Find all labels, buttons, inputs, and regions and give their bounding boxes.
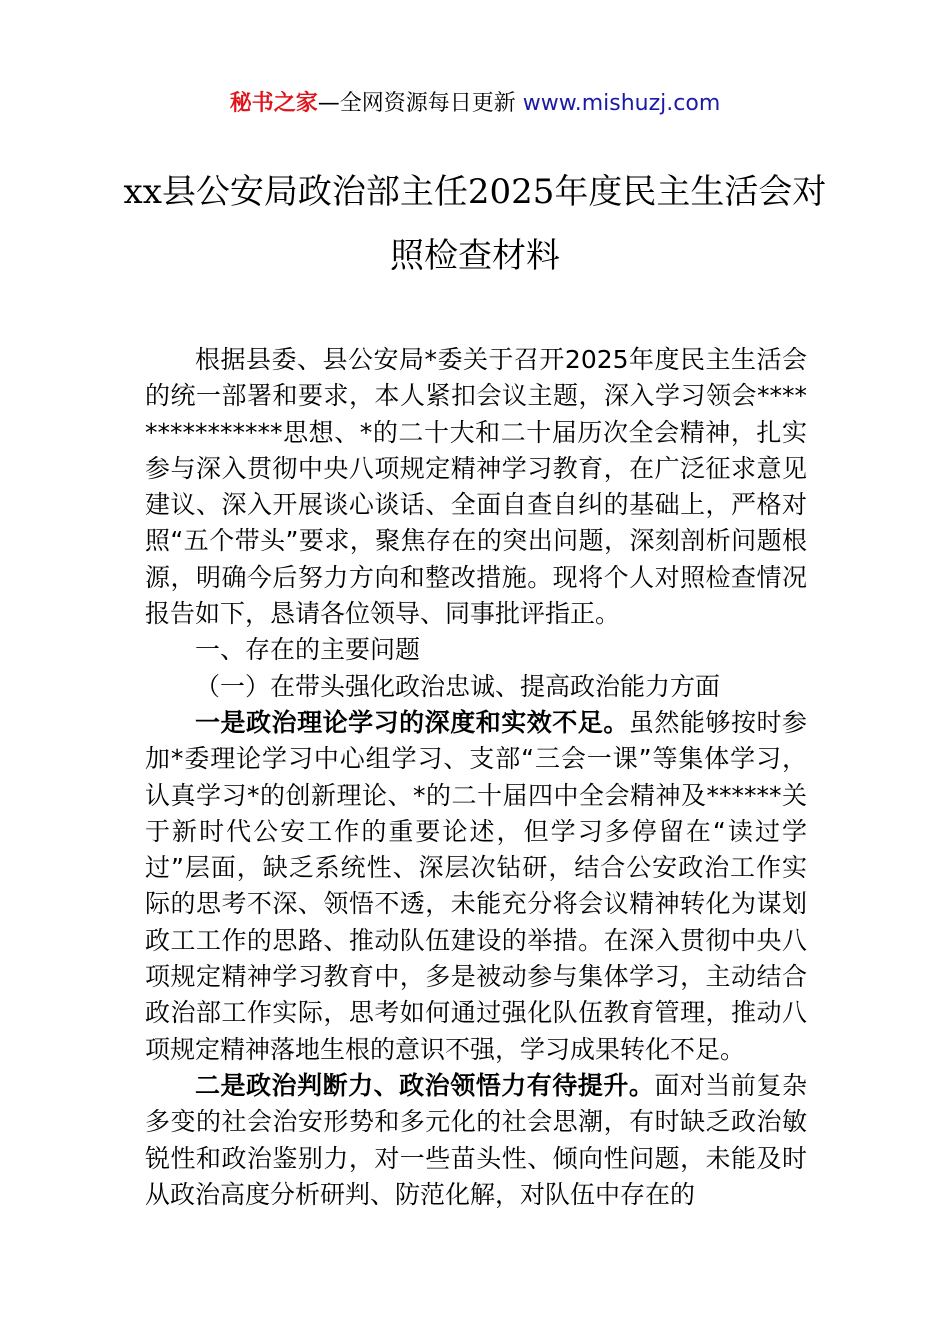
site-watermark-header	[0, 88, 950, 120]
subsection-heading: （一）在带头强化政治忠诚、提高政治能力方面	[195, 671, 721, 701]
intro-paragraph: 根据县委、县公安局*委关于召开2025年度民主生活会的统一部署和要求，本人紧扣会议主题，深入学习领会***************思想、*的二十大和二十届历次全会精神，扎实参与深入贯彻中央八项规定精神学习教育，在广泛征求意见建议、深入开展谈心谈话、全面自查自纠的基础上，严格对照“五个带头”要求，聚焦存在的突出问题，深刻剖析问题根源，明确今后努力方向和整改措施。现将个人对照检查情况报告如下，恳请各位领导、同事批评指正。	[145, 345, 807, 629]
section-heading: 一、存在的主要问题	[195, 635, 421, 665]
watermark-brand: 秘书之家	[229, 91, 318, 116]
point-2-lead: 二是政治判断力、政治领悟力有待提升。	[195, 1070, 655, 1100]
watermark-tagline: —全网资源每日更新	[317, 91, 523, 116]
point-2-body: 面对当前复杂多变的社会治安形势和多元化的社会思潮，有时缺乏政治敏锐性和政治鉴别力，对一些苗头性、倾向性问题，未能及时从政治高度分析研判、防范化解，对队伍中存在的	[145, 1070, 807, 1209]
document-title: xx县公安局政治部主任2025年度民主生活会对照检查材料	[123, 172, 827, 276]
watermark-url: www.mishuzj.com	[522, 91, 721, 116]
document-body	[145, 342, 807, 1213]
point-1-lead: 一是政治理论学习的深度和实效不足。	[195, 707, 629, 737]
point-paragraph-2	[145, 1068, 807, 1213]
point-paragraph-1	[145, 705, 807, 1068]
point-1-body: 虽然能够按时参加*委理论学习中心组学习、支部“三会一课”等集体学习，认真学习*的创新理论、*的二十届四中全会精神及******关于新时代公安工作的重要论述，但学习多停留在“读过学过”层面，缺乏系统性、深层次钻研，结合公安政治工作实际的思考不深、领悟不透，未能充分将会议精神转化为谋划政工工作的思路、推动队伍建设的举措。在深入贯彻中央八项规定精神学习教育中，多是被动参与集体学习，主动结合政治部工作实际，思考如何通过强化队伍教育管理，推动八项规定精神落地生根的意识不强，学习成果转化不足。	[145, 707, 807, 1064]
